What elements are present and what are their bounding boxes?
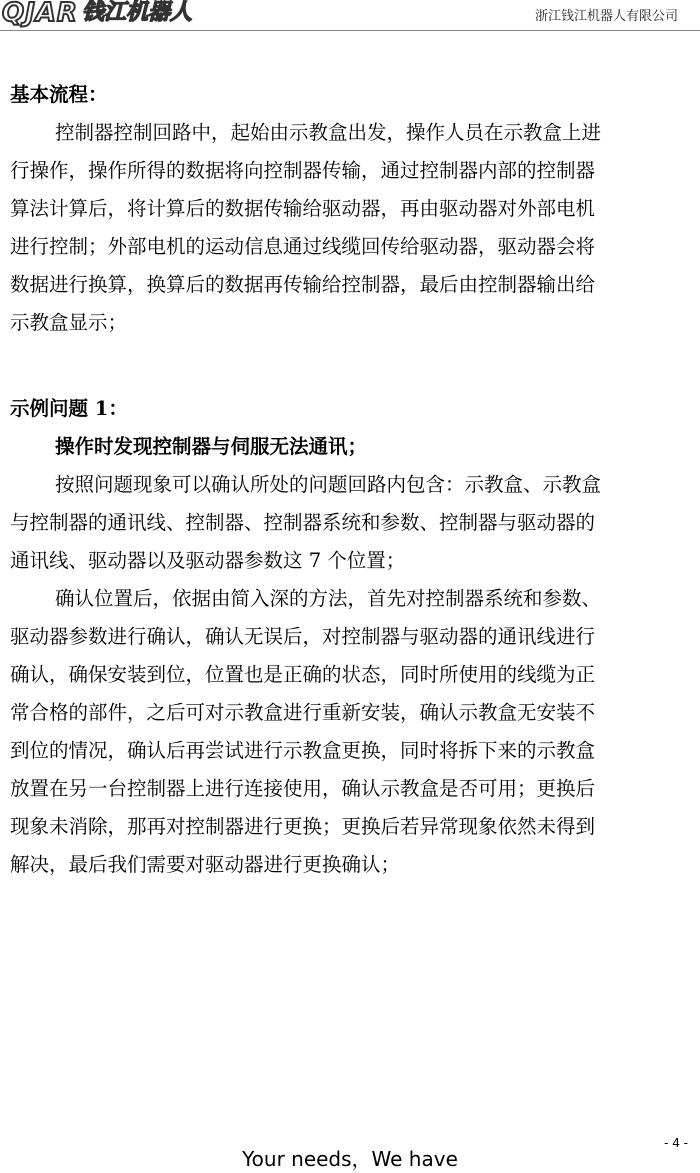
- page-header: [0, 0, 700, 32]
- paragraph-line: 通讯线、驱动器以及驱动器参数这 7 个位置；: [10, 549, 406, 572]
- paragraph-line: 现象未消除，那再对控制器进行更换；更换后若异常现象依然未得到: [10, 815, 596, 838]
- section-spacer: [10, 342, 690, 390]
- paragraph-line: 与控制器的通讯线、控制器、控制器系统和参数、控制器与驱动器的: [10, 511, 596, 534]
- logo-latin-text: QJAR: [2, 0, 78, 28]
- paragraph-line: 算法计算后，将计算后的数据传输给驱动器，再由驱动器对外部电机: [10, 197, 596, 220]
- paragraph-line: 常合格的部件，之后可对示教盒进行重新安装，确认示教盒无安装不: [10, 701, 596, 724]
- paragraph-line: 进行控制；外部电机的运动信息通过线缆回传给驱动器，驱动器会将: [10, 235, 596, 258]
- footer-slogan: Your needs，We have: [242, 1147, 458, 1171]
- paragraph-line: 放置在另一台控制器上进行连接使用，确认示教盒是否可用；更换后: [10, 777, 596, 800]
- paragraph-line: 驱动器参数进行确认，确认无误后，对控制器与驱动器的通讯线进行: [10, 625, 596, 648]
- paragraph-line: 示教盒显示；: [10, 311, 128, 334]
- paragraph-line: 确认，确保安装到位，位置也是正确的状态，同时所使用的线缆为正: [10, 663, 596, 686]
- company-name: 浙江钱江机器人有限公司: [534, 9, 678, 24]
- paragraph-line: 到位的情况，确认后再尝试进行示教盒更换，同时将拆下来的示教盒: [10, 739, 596, 762]
- company-logo: [2, 0, 192, 26]
- paragraph-line: 行操作，操作所得的数据将向控制器传输，通过控制器内部的控制器: [10, 159, 596, 182]
- document-body: [10, 76, 690, 884]
- logo-chinese-text: 钱江机器人: [81, 0, 192, 25]
- paragraph-line: 控制器控制回路中，起始由示教盒出发，操作人员在示教盒上进: [55, 121, 602, 144]
- paragraph-line: 数据进行换算，换算后的数据再传输给控制器，最后由控制器输出给: [10, 273, 596, 296]
- example-problem-statement: 操作时发现控制器与伺服无法通讯；: [55, 435, 368, 458]
- section-heading-basic-flow: 基本流程：: [10, 83, 108, 106]
- section-heading-example-1: 示例问题 1：: [10, 397, 128, 420]
- paragraph-line: 确认位置后，依据由简入深的方法，首先对控制器系统和参数、: [55, 587, 602, 610]
- paragraph-line: 解决，最后我们需要对驱动器进行更换确认；: [10, 853, 401, 876]
- paragraph-line: 按照问题现象可以确认所处的问题回路内包含：示教盒、示教盒: [55, 473, 602, 496]
- header-divider: [0, 30, 700, 31]
- page-number: - 4 -: [664, 1136, 688, 1150]
